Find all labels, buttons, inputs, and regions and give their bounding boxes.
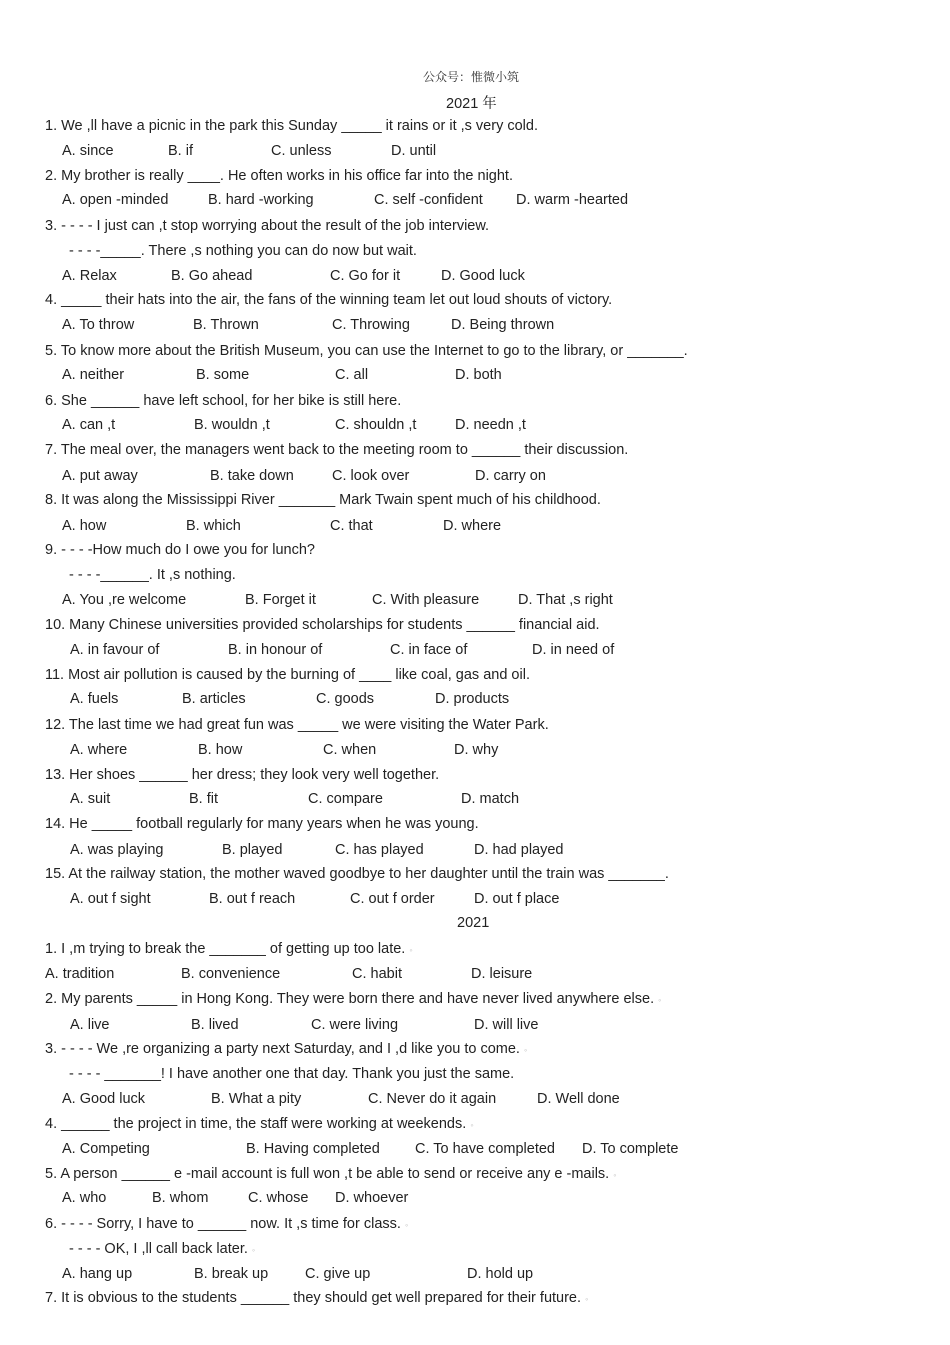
question-stem: 3. - - - - I just can ,t stop worrying about the result of the job interview. — [45, 218, 490, 234]
option-a: A. how — [62, 518, 107, 534]
option-d: D. hold up — [467, 1266, 534, 1282]
option-c: C. give up — [305, 1266, 371, 1282]
question-stem-text: 7. It is obvious to the students ______ they should get well prepared for their future. — [45, 1290, 582, 1306]
question-stem: 4. _____ their hats into the air, the fans of the winning team let out loud shouts of victory. — [45, 292, 613, 308]
option-c: C. were living — [311, 1017, 399, 1033]
question-dialogue-line: - - - -______. It ,s nothing. — [69, 567, 236, 583]
section-title: 2021 年 — [446, 96, 497, 112]
question-stem: 5. To know more about the British Museum, you can use the Internet to go to the library, or _______. — [45, 343, 688, 359]
option-a: A. Good luck — [62, 1091, 146, 1107]
option-d: D. That ,s right — [518, 592, 613, 608]
option-b: B. break up — [194, 1266, 269, 1282]
section-title: 2021 — [457, 915, 490, 931]
question-stem: 7. The meal over, the managers went back to the meeting room to ______ their discussion. — [45, 442, 629, 458]
option-b: B. lived — [191, 1017, 239, 1033]
option-b: B. articles — [182, 691, 246, 707]
option-d: D. leisure — [471, 966, 533, 982]
option-a: A. tradition — [45, 966, 115, 982]
option-d: D. Good luck — [441, 268, 525, 284]
option-a: A. fuels — [70, 691, 119, 707]
option-d: D. match — [461, 791, 520, 807]
option-d: D. until — [391, 143, 437, 159]
question-stem-text: 2. My parents _____ in Hong Kong. They were born there and have never lived anywhere else. — [45, 991, 655, 1007]
option-d: D. whoever — [335, 1190, 409, 1206]
option-d: D. Well done — [537, 1091, 620, 1107]
option-d: D. warm -hearted — [516, 192, 629, 208]
question-stem: 4. ______ the project in time, the staff were working at weekends. ◦ — [45, 1116, 474, 1132]
option-c: C. unless — [271, 143, 332, 159]
question-stem-text: 1. I ,m trying to break the _______ of getting up too late. — [45, 941, 406, 957]
question-stem: 5. A person ______ e -mail account is full won ,t be able to send or receive any e -mails. ◦ — [45, 1166, 617, 1182]
option-a: A. out f sight — [70, 891, 151, 907]
option-d: D. products — [435, 691, 510, 707]
question-dialogue-line: - - - - OK, I ,ll call back later. ◦ — [69, 1241, 256, 1257]
question-stem: 2. My parents _____ in Hong Kong. They were born there and have never lived anywhere else. ◦ — [45, 991, 662, 1007]
option-b: B. which — [186, 518, 241, 534]
option-b: B. how — [198, 742, 243, 758]
option-a: A. open -minded — [62, 192, 169, 208]
question-stem: 15. At the railway station, the mother waved goodbye to her daughter until the train was _______. — [45, 866, 669, 882]
option-b: B. played — [222, 842, 283, 858]
question-stem-text: 6. - - - - Sorry, I have to ______ now. It ,s time for class. — [45, 1216, 401, 1232]
question-stem: 3. - - - - We ,re organizing a party next Saturday, and I ,d like you to come. ◦ — [45, 1041, 528, 1057]
option-a: A. where — [70, 742, 128, 758]
option-c: C. has played — [335, 842, 424, 858]
question-dialogue-line: - - - -_____. There ,s nothing you can do now but wait. — [69, 243, 417, 259]
option-a: A. To throw — [62, 317, 135, 333]
question-stem: 7. It is obvious to the students ______ they should get well prepared for their future. ◦ — [45, 1290, 589, 1306]
option-b: B. out f reach — [209, 891, 296, 907]
option-d: D. Being thrown — [451, 317, 555, 333]
option-b: B. some — [196, 367, 250, 383]
option-b: B. wouldn ,t — [194, 417, 270, 433]
option-b: B. Forget it — [245, 592, 316, 608]
dialogue-text: - - - - OK, I ,ll call back later. — [69, 1241, 248, 1257]
option-b: B. Go ahead — [171, 268, 253, 284]
option-d: D. needn ,t — [455, 417, 526, 433]
question-stem: 13. Her shoes ______ her dress; they look very well together. — [45, 767, 440, 783]
option-c: C. when — [323, 742, 377, 758]
option-b: B. take down — [210, 468, 294, 484]
option-c: C. out f order — [350, 891, 435, 907]
question-stem: 6. She ______ have left school, for her bike is still here. — [45, 393, 402, 409]
option-a: A. who — [62, 1190, 107, 1206]
option-a: A. You ,re welcome — [62, 592, 187, 608]
option-a: A. suit — [70, 791, 111, 807]
option-b: B. Thrown — [193, 317, 259, 333]
option-c: C. in face of — [390, 642, 468, 658]
question-stem-text: 3. - - - - We ,re organizing a party next Saturday, and I ,d like you to come. — [45, 1041, 520, 1057]
option-c: C. whose — [248, 1190, 309, 1206]
question-stem: 6. - - - - Sorry, I have to ______ now. It ,s time for class. ◦ — [45, 1216, 409, 1232]
question-stem: 1. I ,m trying to break the _______ of getting up too late. ◦ — [45, 941, 413, 957]
question-stem: 11. Most air pollution is caused by the burning of ____ like coal, gas and oil. — [45, 667, 530, 683]
question-stem-text: 4. ______ the project in time, the staff were working at weekends. — [45, 1116, 467, 1132]
question-stem: 9. - - - -How much do I owe you for lunch? — [45, 542, 315, 558]
option-b: B. What a pity — [211, 1091, 302, 1107]
option-d: D. To complete — [582, 1141, 679, 1157]
option-c: C. Never do it again — [368, 1091, 497, 1107]
option-d: D. in need of — [532, 642, 615, 658]
option-d: D. carry on — [475, 468, 546, 484]
option-a: A. put away — [62, 468, 138, 484]
option-b: B. convenience — [181, 966, 281, 982]
question-stem-text: 5. A person ______ e -mail account is full won ,t be able to send or receive any e -mails. — [45, 1166, 610, 1182]
option-a: A. was playing — [70, 842, 164, 858]
option-b: B. in honour of — [228, 642, 323, 658]
option-c: C. shouldn ,t — [335, 417, 417, 433]
option-d: D. both — [455, 367, 502, 383]
question-stem: 2. My brother is really ____. He often works in his office far into the night. — [45, 168, 513, 184]
option-c: C. Go for it — [330, 268, 401, 284]
option-d: D. will live — [474, 1017, 539, 1033]
option-d: D. out f place — [474, 891, 560, 907]
option-c: C. that — [330, 518, 373, 534]
option-d: D. where — [443, 518, 502, 534]
question-stem: 8. It was along the Mississippi River _______ Mark Twain spent much of his childhood. — [45, 492, 601, 508]
option-a: A. Relax — [62, 268, 117, 284]
question-stem: 1. We ,ll have a picnic in the park this Sunday _____ it rains or it ,s very cold. — [45, 118, 538, 134]
option-d: D. why — [454, 742, 499, 758]
option-b: B. whom — [152, 1190, 209, 1206]
option-a: A. in favour of — [70, 642, 160, 658]
option-c: C. self -confident — [374, 192, 483, 208]
option-c: C. With pleasure — [372, 592, 480, 608]
option-b: B. Having completed — [246, 1141, 380, 1157]
question-stem: 10. Many Chinese universities provided scholarships for students ______ financial aid. — [45, 617, 600, 633]
option-b: B. if — [168, 143, 193, 159]
option-b: B. fit — [189, 791, 219, 807]
option-a: A. hang up — [62, 1266, 133, 1282]
option-a: A. Competing — [62, 1141, 150, 1157]
option-a: A. live — [70, 1017, 110, 1033]
option-a: A. neither — [62, 367, 125, 383]
option-a: A. since — [62, 143, 114, 159]
option-d: D. had played — [474, 842, 564, 858]
option-b: B. hard -working — [208, 192, 314, 208]
option-c: C. all — [335, 367, 369, 383]
page-header: 公众号：惟微小筑 — [423, 70, 520, 84]
question-stem: 12. The last time we had great fun was _____ we were visiting the Water Park. — [45, 717, 549, 733]
option-c: C. To have completed — [415, 1141, 555, 1157]
option-c: C. look over — [332, 468, 410, 484]
option-c: C. habit — [352, 966, 402, 982]
option-a: A. can ,t — [62, 417, 116, 433]
option-c: C. Throwing — [332, 317, 410, 333]
option-c: C. compare — [308, 791, 383, 807]
option-c: C. goods — [316, 691, 375, 707]
question-stem: 14. He _____ football regularly for many years when he was young. — [45, 816, 479, 832]
question-dialogue-line: - - - - _______! I have another one that day. Thank you just the same. — [69, 1066, 515, 1082]
